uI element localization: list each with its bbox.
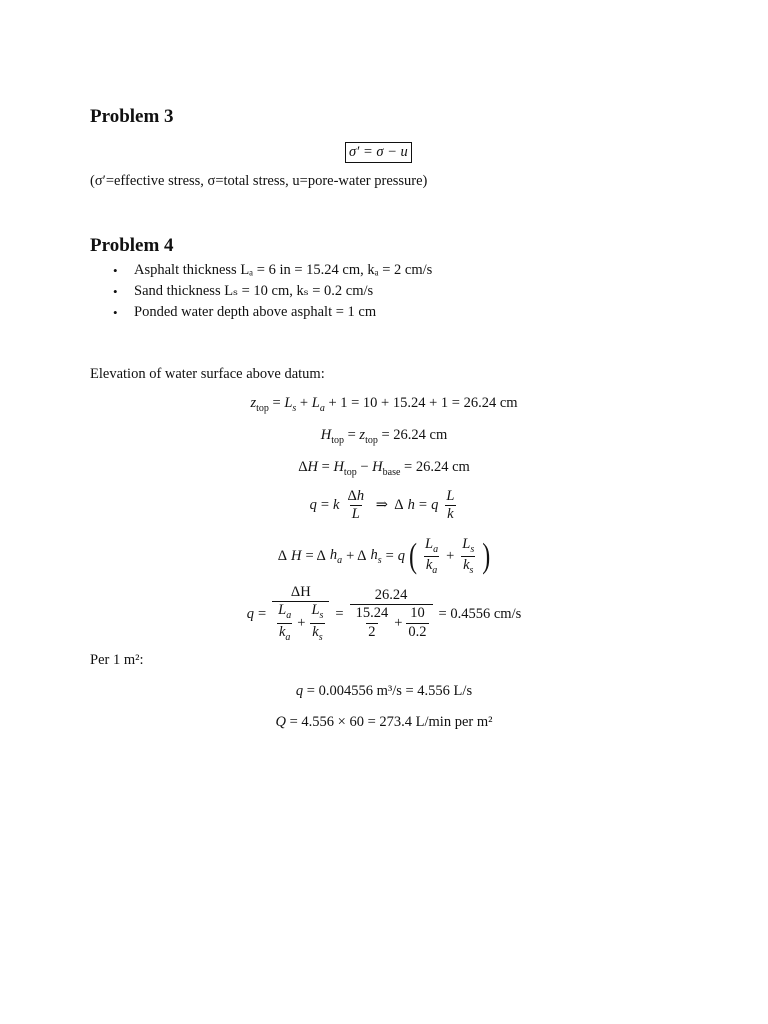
problem-3-heading: Problem 3 [90, 106, 174, 127]
list-item: • Asphalt thickness Lₐ = 6 in = 15.24 cm, kₐ = 2 cm/s [90, 260, 432, 281]
equation-head-sum: Δ H = Δ $h_a$ + Δ $h_s$ = q ( $\frac{L_a}{k_a}$ + $\frac{L_s}{k_s}$ ) [277, 536, 491, 577]
equation-flow-per-minute: Q = 4.556 × 60 = 273.4 L/min per m² [275, 714, 493, 730]
equation-z-top: $z_{top} = L_s + L_a + 1 = 10 + 15.24 + 1 = 26.24$ cm [250, 395, 518, 414]
list-item: • Sand thickness Lₛ = 10 cm, kₛ = 0.2 cm/s [90, 281, 432, 302]
formula-legend: (σ′=effective stress, σ=total stress, u=pore-water pressure) [90, 173, 428, 189]
equation-delta-h: $\Delta H = H_{top} - H_{base} = 26.24$ cm [298, 459, 470, 478]
elevation-label: Elevation of water surface above datum: [90, 366, 325, 382]
equation-flow-rate: q = ΔH $\frac{L_a}{k_a}$ + $\frac{L_s}{k_s}$ = 26.24 $\frac{15.24}{2}$ + $\frac{10}{0.2}$ = 0.4556 cm/s [246, 584, 522, 643]
per-area-label: Per 1 m²: [90, 652, 144, 668]
equation-h-top: $H_{top} = z_{top} = 26.24$ cm [320, 427, 448, 446]
given-data-list [90, 260, 432, 323]
list-item: • Ponded water depth above asphalt = 1 cm [90, 302, 432, 323]
effective-stress-formula: σ′ = σ − u [345, 143, 412, 161]
equation-darcy: q = k $\frac{\Delta h}{L}$ ⇒ Δ h = q $\frac{L}{k}$ [309, 488, 455, 523]
equation-flow-volume: q = 0.004556 m³/s = 4.556 L/s [295, 683, 473, 699]
problem-4-heading: Problem 4 [90, 235, 174, 256]
